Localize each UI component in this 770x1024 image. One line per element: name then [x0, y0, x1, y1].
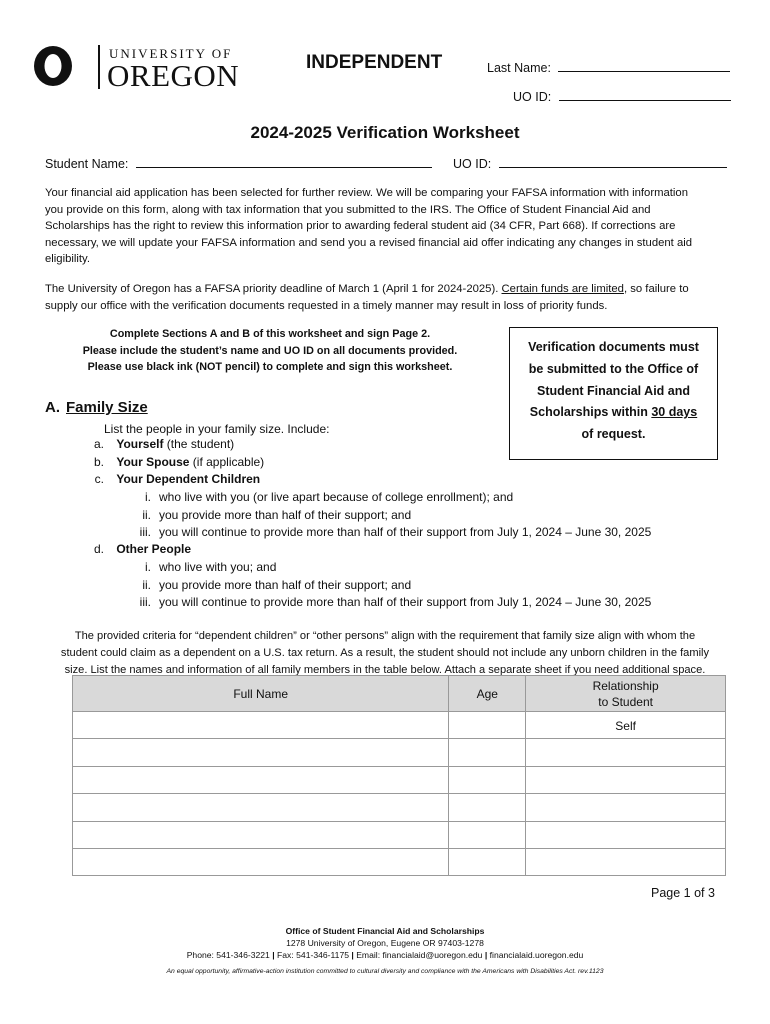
- footer-office-name: Office of Student Financial Aid and Scholarships: [285, 926, 485, 936]
- family-list-item-c: c. Your Dependent Children: [94, 472, 261, 486]
- submission-deadline-box: Verification documents must be submitted to the Office of Student Financial Aid and Scholarships within 30 days of request.: [509, 327, 718, 460]
- student-name-input-line[interactable]: [136, 156, 432, 168]
- header-last-name-field: [487, 60, 730, 75]
- relationship-cell[interactable]: [526, 821, 726, 848]
- footer-phone: Phone: 541-346-3221: [186, 950, 270, 960]
- family-list-item-b: b. Your Spouse (if applicable): [93, 455, 265, 469]
- worksheet-title: 2024-2025 Verification Worksheet: [250, 123, 520, 142]
- thirty-days-emphasis: 30 days: [651, 405, 698, 420]
- header-full-name: Full Name: [73, 676, 449, 712]
- table-row: [73, 766, 726, 793]
- other-people-sublist: [120, 559, 651, 612]
- family-list-item-a: a. Yourself (the student): [93, 437, 235, 451]
- logo-university-of: UNIVERSITY OF: [109, 46, 233, 61]
- dependent-children-sublist: [120, 489, 651, 542]
- sublist-item: i. who live with you; and: [145, 560, 277, 574]
- full-name-cell[interactable]: [73, 848, 449, 875]
- table-row: [73, 712, 726, 739]
- section-a-intro: List the people in your family size. Include:: [104, 422, 330, 436]
- instruction-line: Complete Sections A and B of this worksheet and sign Page 2.: [109, 328, 431, 340]
- logo-divider: [98, 45, 100, 89]
- relationship-cell[interactable]: [526, 739, 726, 766]
- intro-line: eligibility.: [45, 253, 90, 266]
- footer-website-link[interactable]: financialaid.uoregon.edu: [489, 950, 584, 960]
- header-relationship: Relationship to Student: [526, 676, 726, 712]
- header-uo-id-field: [513, 89, 731, 104]
- footer-eeo-statement: An equal opportunity, affirmative-action institution committed to cultural diversity and compliance with the Americans with Disabilities Act. rev.1123: [166, 968, 604, 975]
- sublist-item: iii. you will continue to provide more than half of their support from July 1, 2024 – June 30, 2025: [139, 525, 652, 539]
- certain-funds-link[interactable]: Certain funds are limited: [501, 283, 624, 295]
- table-row: [73, 794, 726, 821]
- last-name-label: Last Name:: [487, 61, 551, 75]
- deadline-line: The University of Oregon has a FAFSA priority deadline of March 1 (April 1 for 2024-2025). Certain funds are limited, so failure to: [45, 283, 689, 295]
- instruction-line: Please use black ink (NOT pencil) to complete and sign this worksheet.: [87, 361, 453, 374]
- full-name-cell[interactable]: [73, 821, 449, 848]
- age-cell[interactable]: [449, 766, 526, 793]
- page-number: Page 1 of 3: [651, 886, 715, 900]
- full-name-cell[interactable]: [73, 739, 449, 766]
- age-cell[interactable]: [449, 821, 526, 848]
- family-list-item-d: d. Other People: [93, 542, 192, 556]
- student-uo-id-field: [453, 156, 727, 171]
- student-uo-id-label: UO ID:: [453, 157, 492, 171]
- sublist-item: iii. you will continue to provide more than half of their support from July 1, 2024 – June 30, 2025: [139, 595, 652, 609]
- intro-line: you provide on this form, along with tax information that you submitted to the IRS. The Office of Student Financial Aid and: [45, 203, 651, 216]
- full-name-cell[interactable]: [73, 794, 449, 821]
- sublist-item: ii. you provide more than half of their support; and: [142, 577, 412, 592]
- age-cell[interactable]: [449, 794, 526, 821]
- student-name-field: [45, 156, 432, 171]
- footer-email-link[interactable]: Email: financialaid@uoregon.edu: [356, 950, 483, 960]
- footer-contact-line: Phone: 541-346-3221 | Fax: 541-346-1175 | Email: financialaid@uoregon.edu | financialaid.uoregon.edu: [186, 950, 584, 960]
- family-size-criteria: The provided criteria for “dependent children” or “other persons” align with the requirement that family size align with whom the student could claim as a dependent on a U.S. tax return. As a result, the student should not include any unborn children in the family size. List the names and information of all family members in the table below. Attach a separate sheet if you need additional space.: [60, 630, 710, 676]
- completion-instructions: [45, 326, 495, 376]
- full-name-cell[interactable]: [73, 766, 449, 793]
- header-uo-id-label: UO ID:: [513, 90, 552, 104]
- intro-line: Scholarships has the right to review this information prior to awarding federal student aid (34 CFR, Part 668). If corrections are: [45, 220, 676, 233]
- student-name-label: Student Name:: [45, 157, 129, 171]
- table-row: [73, 848, 726, 875]
- student-uo-id-input-line[interactable]: [499, 156, 727, 168]
- relationship-cell[interactable]: [526, 766, 726, 793]
- sublist-item: ii. you provide more than half of their support; and: [142, 507, 412, 522]
- table-row: [73, 821, 726, 848]
- table-row: [73, 739, 726, 766]
- header-uo-id-input-line[interactable]: [559, 89, 731, 101]
- age-cell[interactable]: [449, 712, 526, 739]
- logo-oregon: OREGON: [107, 58, 240, 93]
- intro-line: Your financial aid application has been selected for further review. We will be comparing your FAFSA information with information: [45, 187, 689, 199]
- relationship-cell[interactable]: [526, 794, 726, 821]
- last-name-input-line[interactable]: [558, 60, 730, 72]
- sublist-item: i. who live with you (or live apart because of college enrollment); and: [145, 490, 514, 504]
- relationship-cell[interactable]: [526, 848, 726, 875]
- intro-line: necessary, we will update your FAFSA information and send you a revised financial aid offer indicating any changes in student aid: [45, 236, 693, 249]
- deadline-paragraph: [45, 281, 725, 314]
- footer-address: 1278 University of Oregon, Eugene OR 97403-1278: [286, 938, 484, 948]
- age-cell[interactable]: [449, 848, 526, 875]
- age-cell[interactable]: [449, 739, 526, 766]
- intro-paragraph: [45, 185, 725, 268]
- section-a-heading: A. Family Size: [45, 399, 148, 416]
- footer-fax: Fax: 541-346-1175: [277, 950, 350, 960]
- instruction-line: Please include the student’s name and UO ID on all documents provided.: [82, 344, 458, 357]
- full-name-cell[interactable]: [73, 712, 449, 739]
- relationship-cell: Self: [526, 712, 726, 739]
- header-age: Age: [449, 676, 526, 712]
- family-members-table: [72, 675, 726, 876]
- student-type-heading: INDEPENDENT: [306, 52, 443, 73]
- deadline-line: supply our office with the verification documents requested in a timely manner may result in loss of priority funds.: [45, 299, 608, 312]
- table-header-row: [73, 676, 726, 712]
- university-of-oregon-o-logo: [32, 44, 74, 88]
